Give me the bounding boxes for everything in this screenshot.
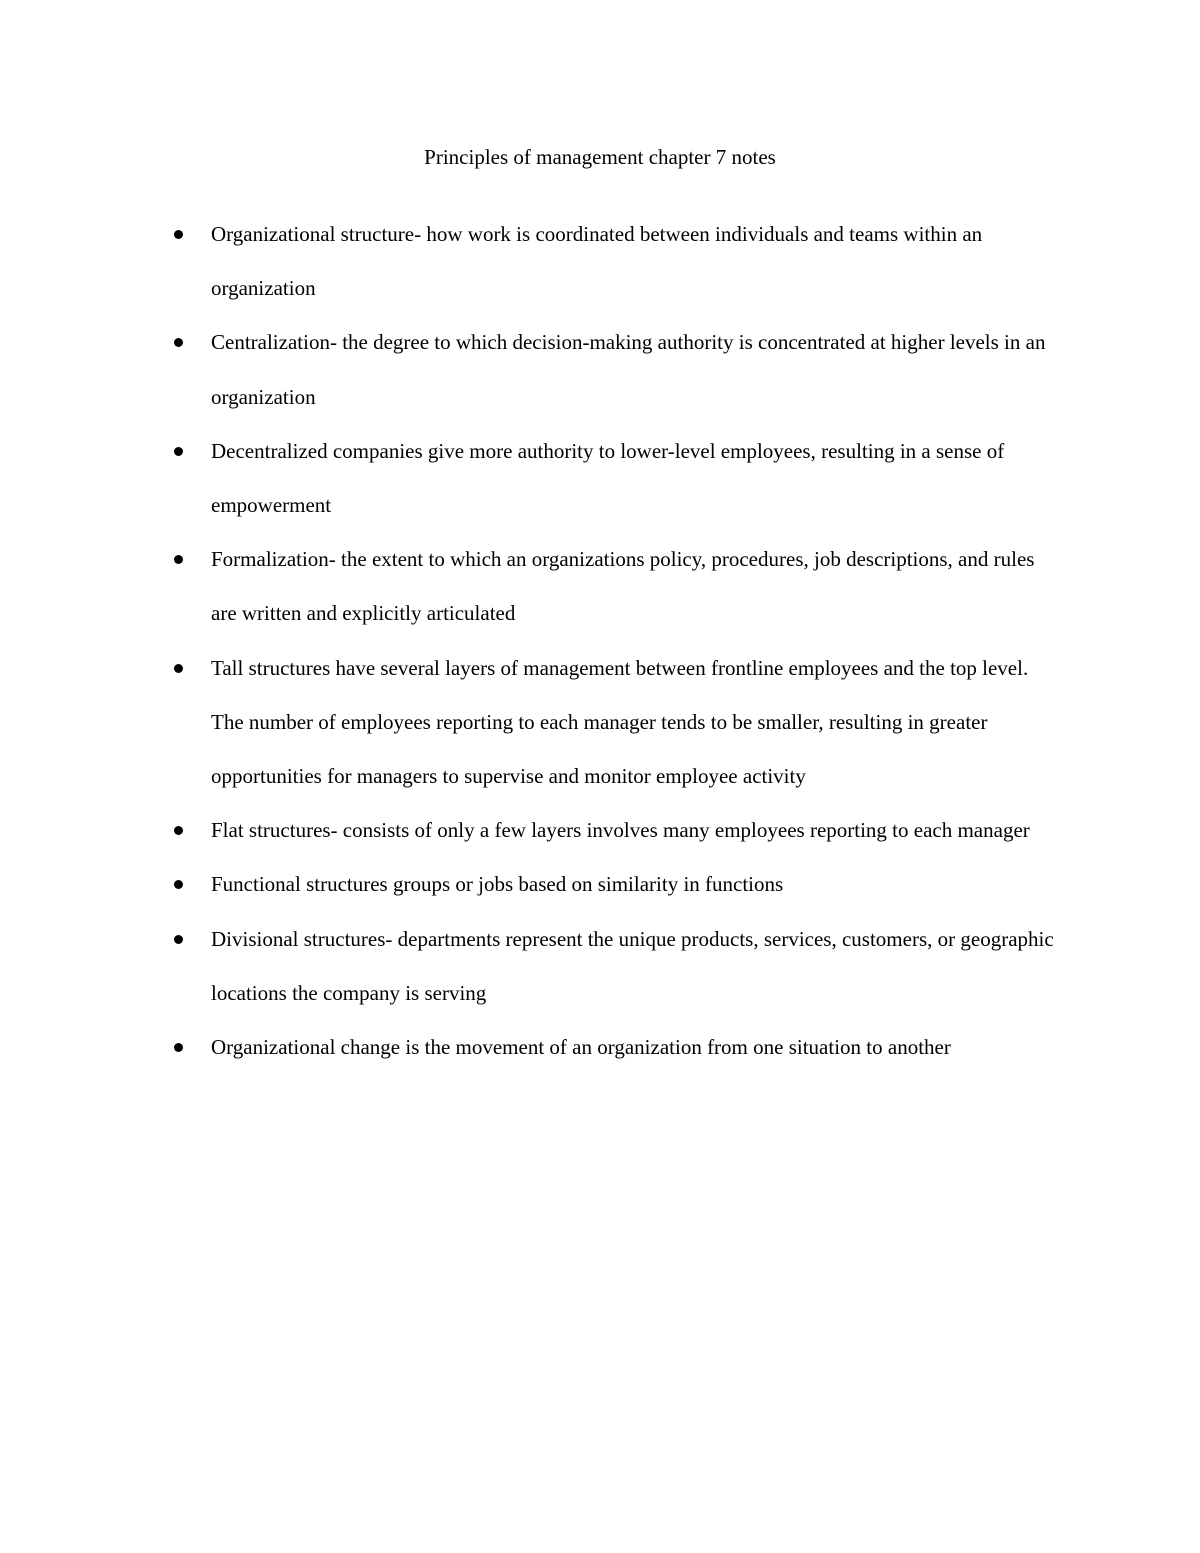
bullet-text: Tall structures have several layers of management between frontline employees and the top level. The number of employees reporting to each manager tends to be smaller, resulting in greater opportunities for managers to supervise and monitor employee activity bbox=[211, 655, 1029, 789]
bullet-text: Formalization- the extent to which an organizations policy, procedures, job descriptions, and rules are written and explicitly articulated bbox=[211, 547, 1035, 626]
notes-bullet-list bbox=[0, 207, 1200, 1074]
list-item bbox=[0, 641, 1200, 804]
bullet-icon bbox=[174, 826, 183, 835]
bullet-text: Functional structures groups or jobs based on similarity in functions bbox=[211, 872, 784, 897]
list-item bbox=[0, 803, 1200, 857]
bullet-icon bbox=[174, 338, 183, 347]
list-item bbox=[0, 424, 1200, 532]
list-item bbox=[0, 857, 1200, 911]
bullet-icon bbox=[174, 447, 183, 456]
bullet-icon bbox=[174, 664, 183, 673]
bullet-text: Divisional structures- departments represent the unique products, services, customers, or geographic locations the company is serving bbox=[211, 926, 1054, 1005]
bullet-text: Decentralized companies give more authority to lower-level employees, resulting in a sense of empowerment bbox=[211, 438, 1005, 518]
bullet-text: Organizational change is the movement of an organization from one situation to another bbox=[211, 1035, 951, 1060]
document-title: Principles of management chapter 7 notes bbox=[424, 145, 776, 169]
bullet-icon bbox=[174, 935, 183, 944]
list-item bbox=[0, 532, 1200, 640]
bullet-text: Flat structures- consists of only a few layers involves many employees reporting to each manager bbox=[211, 818, 1030, 843]
bullet-text: Organizational structure- how work is coordinated between individuals and teams within an organization bbox=[211, 222, 983, 301]
list-item bbox=[0, 912, 1200, 1020]
bullet-icon bbox=[174, 555, 183, 564]
list-item bbox=[0, 207, 1200, 315]
list-item bbox=[0, 315, 1200, 423]
bullet-text: Centralization- the degree to which decision-making authority is concentrated at higher levels in an organization bbox=[211, 330, 1046, 409]
bullet-icon bbox=[174, 880, 183, 889]
list-item bbox=[0, 1020, 1200, 1074]
bullet-icon bbox=[174, 230, 183, 239]
bullet-icon bbox=[174, 1043, 183, 1052]
